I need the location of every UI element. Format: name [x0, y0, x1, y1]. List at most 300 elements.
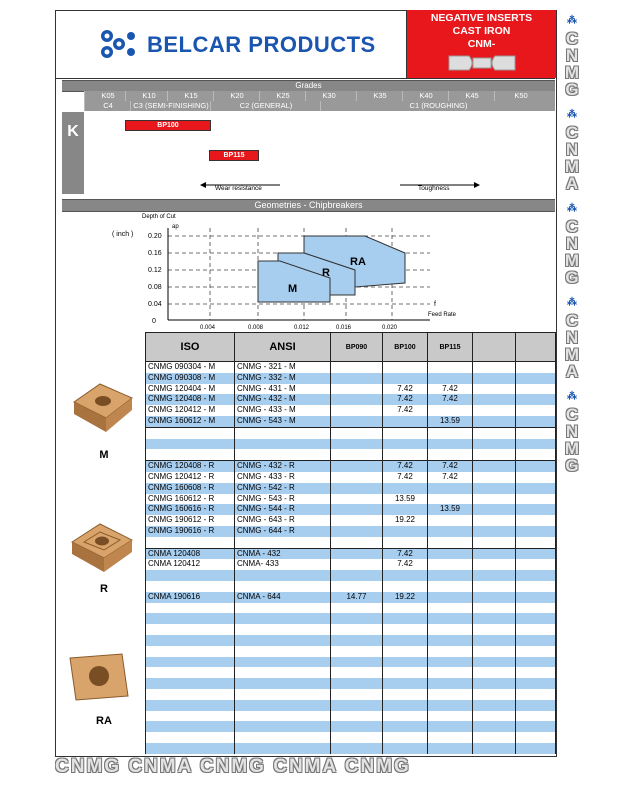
cell-ansi [235, 427, 331, 438]
cell-bp100: 7.42 [383, 394, 428, 405]
cell-blank [473, 494, 516, 505]
cell-ansi [235, 581, 331, 592]
cell-bp090 [331, 384, 383, 395]
cell-bp090 [331, 472, 383, 483]
grade-code: K30 [305, 91, 352, 101]
cell-bp115 [428, 700, 473, 711]
table-row [146, 362, 556, 373]
cell-bp090 [331, 678, 383, 689]
table-row [146, 559, 556, 570]
cell-blank [516, 483, 556, 494]
cell-iso [146, 449, 235, 460]
table-row [146, 405, 556, 416]
cell-blank [473, 504, 516, 515]
cell-iso: CNMG 160612 - R [146, 494, 235, 505]
side-dots-icon: ⁂ [567, 203, 577, 214]
cell-bp100 [383, 449, 428, 460]
cell-iso: CNMG 160612 - M [146, 416, 235, 427]
cell-blank [473, 624, 516, 635]
cell-bp090 [331, 416, 383, 427]
side-strip-word: CNMA [564, 311, 580, 381]
cell-blank [516, 559, 556, 570]
cell-iso: CNMG 120412 - M [146, 405, 235, 416]
grade-code: K35 [356, 91, 403, 101]
cell-bp100: 7.42 [383, 472, 428, 483]
cell-ansi: CNMG - 432 - R [235, 461, 331, 472]
grade-groups-row [84, 101, 555, 111]
cell-blank [473, 635, 516, 646]
x-tick: 0.020 [382, 325, 398, 330]
cell-blank [473, 570, 516, 581]
cell-bp090 [331, 646, 383, 657]
table-row [146, 515, 556, 526]
cell-blank [473, 526, 516, 537]
cell-blank [516, 449, 556, 460]
cell-bp115: 7.42 [428, 472, 473, 483]
table-row [146, 700, 556, 711]
cell-blank [473, 581, 516, 592]
cell-bp090 [331, 439, 383, 450]
cell-iso [146, 711, 235, 722]
cell-bp100 [383, 711, 428, 722]
cell-blank [473, 537, 516, 548]
y-tick: 0.12 [148, 267, 162, 274]
cell-ansi [235, 570, 331, 581]
cell-blank [516, 721, 556, 732]
y-tick: 0.16 [148, 250, 162, 257]
m-region-label: M [288, 283, 298, 295]
grade-codes-row [84, 91, 555, 101]
cell-bp090 [331, 405, 383, 416]
title-line-1: NEGATIVE INSERTS [430, 12, 533, 24]
cell-blank [516, 581, 556, 592]
cell-bp090 [331, 613, 383, 624]
cell-bp115 [428, 439, 473, 450]
cell-iso: CNMA 190616 [146, 592, 235, 603]
cell-bp090 [331, 732, 383, 743]
table-row [146, 732, 556, 743]
cell-ansi [235, 603, 331, 614]
cell-bp100 [383, 362, 428, 373]
grade-code: K45 [448, 91, 495, 101]
cell-bp090 [331, 570, 383, 581]
cell-bp100 [383, 373, 428, 384]
cell-iso: CNMG 160616 - R [146, 504, 235, 515]
cell-bp115: 7.42 [428, 394, 473, 405]
table-row [146, 603, 556, 614]
side-dots-icon: ⁂ [567, 15, 577, 26]
grade-code: K25 [259, 91, 306, 101]
table-row [146, 494, 556, 505]
side-strip-word: CNMG [564, 405, 580, 475]
cell-bp115 [428, 732, 473, 743]
cell-bp090 [331, 700, 383, 711]
insert-profile-icon [447, 52, 517, 74]
cell-bp090 [331, 494, 383, 505]
cell-ansi [235, 624, 331, 635]
cell-blank [473, 721, 516, 732]
cell-bp115 [428, 362, 473, 373]
cell-bp100: 19.22 [383, 592, 428, 603]
geometries-title: Geometries - Chipbreakers [254, 200, 363, 210]
cell-iso: CNMG 190616 - R [146, 526, 235, 537]
cell-iso [146, 537, 235, 548]
y-tick: 0.04 [148, 301, 162, 308]
side-dots-icon: ⁂ [567, 297, 577, 308]
cell-blank [516, 526, 556, 537]
cell-ansi [235, 635, 331, 646]
cell-blank [516, 494, 556, 505]
cell-bp090 [331, 689, 383, 700]
cell-ansi: CNMG - 543 - R [235, 494, 331, 505]
x-tick: 0.008 [248, 325, 264, 330]
cell-blank [473, 657, 516, 668]
side-strip-word: CNMA [564, 123, 580, 193]
cell-ansi [235, 613, 331, 624]
side-strip-word: CNMG [564, 217, 580, 287]
table-row [146, 624, 556, 635]
shape-label-ra: RA [96, 715, 112, 727]
cell-iso [146, 700, 235, 711]
cell-blank [516, 592, 556, 603]
cell-bp090 [331, 504, 383, 515]
cell-bp100 [383, 416, 428, 427]
cell-ansi [235, 732, 331, 743]
cell-iso: CNMA 120408 [146, 548, 235, 559]
cell-ansi: CNMG - 433 - M [235, 405, 331, 416]
x-tick: 0.012 [294, 325, 310, 330]
table-row [146, 657, 556, 668]
cell-bp090 [331, 394, 383, 405]
cell-bp115 [428, 711, 473, 722]
cell-blank [516, 373, 556, 384]
side-strip-word: CNMG [564, 29, 580, 99]
cell-iso [146, 657, 235, 668]
cell-blank [516, 732, 556, 743]
cell-blank [473, 472, 516, 483]
product-title-box [406, 10, 556, 78]
cell-ansi: CNMG - 321 - M [235, 362, 331, 373]
table-row [146, 646, 556, 657]
cell-iso [146, 721, 235, 732]
chipbreaker-chart [100, 210, 480, 330]
grade-code: K15 [167, 91, 214, 101]
bottom-strip-text: CNMG CNMA CNMG CNMA CNMG [55, 756, 411, 777]
cell-blank [516, 700, 556, 711]
cell-blank [516, 689, 556, 700]
x-axis-title: Feed Rate [428, 312, 457, 318]
cell-blank [473, 732, 516, 743]
cell-ansi [235, 667, 331, 678]
cell-bp100 [383, 537, 428, 548]
cell-bp100: 7.42 [383, 384, 428, 395]
cell-bp100 [383, 689, 428, 700]
cell-ansi: CNMG - 543 - M [235, 416, 331, 427]
cell-bp115 [428, 515, 473, 526]
cell-ansi: CNMG - 544 - R [235, 504, 331, 515]
table-row [146, 743, 556, 754]
col-header-iso: ISO [146, 333, 235, 362]
cell-blank [516, 405, 556, 416]
cell-blank [473, 559, 516, 570]
cell-bp115 [428, 678, 473, 689]
cell-blank [473, 667, 516, 678]
table-row [146, 394, 556, 405]
cell-bp100 [383, 581, 428, 592]
cnmg-m-insert-icon [66, 380, 136, 436]
cell-bp100 [383, 667, 428, 678]
cell-blank [473, 515, 516, 526]
cell-blank [473, 362, 516, 373]
cell-bp115 [428, 743, 473, 754]
table-row [146, 526, 556, 537]
cell-bp100 [383, 439, 428, 450]
table-row [146, 667, 556, 678]
col-header-blank [473, 333, 516, 362]
cell-blank [473, 384, 516, 395]
grade-code: K40 [402, 91, 449, 101]
cell-ansi: CNMG - 542 - R [235, 483, 331, 494]
cell-bp115 [428, 613, 473, 624]
cell-iso [146, 646, 235, 657]
table-row [146, 548, 556, 559]
grade-group: C2 (GENERAL) [210, 101, 321, 111]
cell-iso [146, 732, 235, 743]
y-tick: 0.08 [148, 284, 162, 291]
table-row [146, 537, 556, 548]
cell-bp090 [331, 526, 383, 537]
cell-iso [146, 439, 235, 450]
title-line-2: CAST IRON [452, 25, 511, 37]
shape-label-m: M [99, 449, 109, 461]
cell-bp100 [383, 743, 428, 754]
cell-blank [473, 439, 516, 450]
table-row [146, 472, 556, 483]
cell-ansi [235, 678, 331, 689]
table-row [146, 373, 556, 384]
cell-blank [516, 439, 556, 450]
cell-blank [516, 461, 556, 472]
cell-bp090: 14.77 [331, 592, 383, 603]
cell-iso [146, 689, 235, 700]
cell-bp100 [383, 657, 428, 668]
bp115-grade-bar: BP115 [209, 150, 259, 161]
cell-ansi: CNMA - 432 [235, 548, 331, 559]
cell-iso [146, 678, 235, 689]
cell-iso [146, 743, 235, 754]
cell-bp115 [428, 603, 473, 614]
cell-bp100 [383, 613, 428, 624]
cell-ansi [235, 689, 331, 700]
y-unit: ( inch ) [112, 231, 134, 238]
cell-ansi [235, 721, 331, 732]
cell-bp090 [331, 559, 383, 570]
col-header-blank [516, 333, 556, 362]
cell-bp100 [383, 721, 428, 732]
cell-blank [473, 405, 516, 416]
grade-group: C4 [84, 101, 131, 111]
cell-blank [473, 743, 516, 754]
cell-ansi [235, 657, 331, 668]
cell-iso: CNMG 120408 - R [146, 461, 235, 472]
cell-bp100 [383, 483, 428, 494]
cell-bp115 [428, 667, 473, 678]
cell-bp100: 13.59 [383, 494, 428, 505]
cell-bp090 [331, 537, 383, 548]
cell-bp115 [428, 494, 473, 505]
cell-bp090 [331, 427, 383, 438]
cell-bp100: 7.42 [383, 405, 428, 416]
cell-bp100: 7.42 [383, 548, 428, 559]
cell-bp115: 13.59 [428, 504, 473, 515]
cell-blank [516, 646, 556, 657]
cell-bp090 [331, 373, 383, 384]
table-row [146, 427, 556, 438]
col-header-bp090: BP090 [331, 333, 383, 362]
cell-bp100 [383, 635, 428, 646]
cell-ansi: CNMG - 332 - M [235, 373, 331, 384]
cell-bp115 [428, 373, 473, 384]
cell-bp100 [383, 624, 428, 635]
cell-bp100 [383, 732, 428, 743]
cell-blank [516, 472, 556, 483]
table-row [146, 439, 556, 450]
cell-bp090 [331, 743, 383, 754]
col-header-ansi: ANSI [235, 333, 331, 362]
shape-label-r: R [100, 583, 108, 595]
y-axis-symbol: ap [172, 224, 179, 230]
cell-ansi: CNMG - 433 - R [235, 472, 331, 483]
cell-bp115 [428, 570, 473, 581]
col-header-bp100: BP100 [383, 333, 428, 362]
cell-bp090 [331, 362, 383, 373]
cell-ansi: CNMG - 431 - M [235, 384, 331, 395]
r-region-label: R [322, 267, 330, 279]
table-row [146, 581, 556, 592]
cell-bp115 [428, 592, 473, 603]
cell-iso: CNMG 090304 - M [146, 362, 235, 373]
header [55, 10, 555, 79]
cell-bp100 [383, 504, 428, 515]
cell-ansi [235, 711, 331, 722]
cell-blank [516, 504, 556, 515]
table-row [146, 461, 556, 472]
cell-ansi: CNMG - 643 - R [235, 515, 331, 526]
table-body [146, 362, 556, 754]
y-axis-title: Depth of Cut [142, 214, 176, 220]
cell-ansi: CNMG - 432 - M [235, 394, 331, 405]
cell-iso: CNMG 120408 - M [146, 394, 235, 405]
table-row [146, 504, 556, 515]
cell-blank [473, 711, 516, 722]
side-dots-icon: ⁂ [567, 109, 577, 120]
cell-bp100: 19.22 [383, 515, 428, 526]
table-row [146, 592, 556, 603]
cell-blank [473, 449, 516, 460]
cell-bp090 [331, 461, 383, 472]
cell-blank [473, 603, 516, 614]
cell-blank [516, 635, 556, 646]
cell-iso [146, 667, 235, 678]
cell-blank [473, 646, 516, 657]
x-tick: 0.016 [336, 325, 352, 330]
table-row [146, 613, 556, 624]
cell-bp115 [428, 559, 473, 570]
x-tick: 0.004 [200, 325, 216, 330]
cell-bp100: 7.42 [383, 559, 428, 570]
cell-bp090 [331, 603, 383, 614]
cell-bp100 [383, 700, 428, 711]
cell-ansi [235, 700, 331, 711]
cell-blank [516, 394, 556, 405]
cell-ansi [235, 439, 331, 450]
cell-bp090 [331, 483, 383, 494]
cell-blank [473, 373, 516, 384]
cell-iso [146, 635, 235, 646]
cell-bp100 [383, 603, 428, 614]
cell-blank [516, 657, 556, 668]
cell-bp090 [331, 515, 383, 526]
cell-ansi [235, 646, 331, 657]
table-row [146, 570, 556, 581]
inserts-table [145, 332, 556, 754]
cell-iso [146, 427, 235, 438]
cell-ansi: CNMA- 433 [235, 559, 331, 570]
table-row [146, 416, 556, 427]
table-row [146, 711, 556, 722]
cell-bp115 [428, 405, 473, 416]
table-row [146, 483, 556, 494]
cell-blank [516, 427, 556, 438]
cell-bp090 [331, 635, 383, 646]
cell-blank [516, 743, 556, 754]
cell-bp090 [331, 449, 383, 460]
cell-bp115 [428, 581, 473, 592]
toughness-label: Toughness [418, 185, 450, 192]
grade-code: K20 [213, 91, 260, 101]
cell-blank [516, 613, 556, 624]
grade-group: C3 (SEMI-FINISHING) [130, 101, 211, 111]
cell-bp100 [383, 678, 428, 689]
cell-bp115 [428, 537, 473, 548]
cell-blank [516, 515, 556, 526]
cell-bp115 [428, 721, 473, 732]
cell-iso: CNMA 120412 [146, 559, 235, 570]
cell-bp115 [428, 635, 473, 646]
title-line-3: CNM- [467, 38, 496, 50]
cell-ansi: CNMA - 644 [235, 592, 331, 603]
cell-bp100 [383, 646, 428, 657]
cell-ansi: CNMG - 644 - R [235, 526, 331, 537]
cell-iso [146, 581, 235, 592]
cell-blank [473, 461, 516, 472]
cell-iso [146, 613, 235, 624]
cell-blank [516, 603, 556, 614]
cell-blank [473, 548, 516, 559]
cell-iso: CNMG 190612 - R [146, 515, 235, 526]
cell-iso: CNMG 120404 - M [146, 384, 235, 395]
wear-resistance-label: Wear resistance [215, 185, 262, 192]
cnmg-r-insert-icon [66, 520, 136, 576]
cell-blank [516, 537, 556, 548]
cell-blank [473, 427, 516, 438]
table-row [146, 384, 556, 395]
cell-bp090 [331, 548, 383, 559]
side-dots-icon: ⁂ [567, 391, 577, 402]
cell-blank [473, 483, 516, 494]
cell-blank [473, 416, 516, 427]
table-row [146, 449, 556, 460]
